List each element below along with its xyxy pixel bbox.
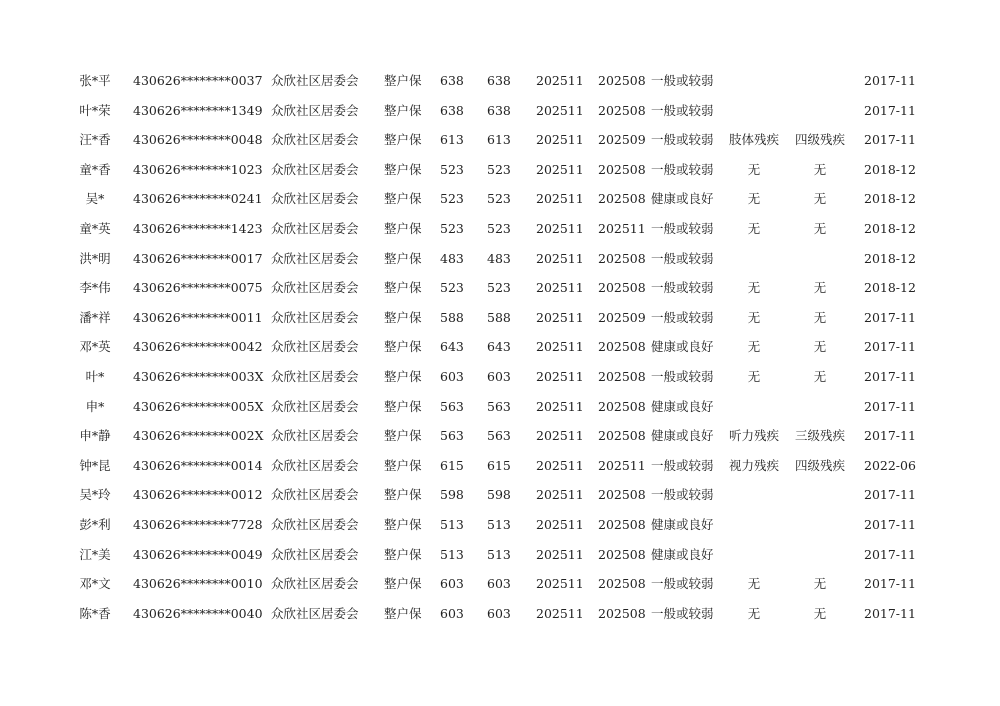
- table-cell: 523: [440, 220, 464, 236]
- table-cell: 202508: [598, 428, 646, 444]
- table-cell: 江*美: [79, 546, 111, 562]
- table-cell: 2018-12: [864, 191, 916, 207]
- table-cell: 430626********005X: [133, 398, 264, 414]
- table-cell: 无: [747, 309, 761, 325]
- table-cell: [724, 510, 784, 540]
- table-cell: 整户保: [384, 428, 422, 444]
- table-row: [0, 155, 1000, 185]
- table-cell: 202511: [536, 309, 584, 325]
- table-cell: 603: [487, 368, 511, 384]
- table-cell: 吴*玲: [79, 487, 111, 503]
- table-cell: 202508: [598, 191, 646, 207]
- table-cell: 整户保: [384, 516, 422, 532]
- table-cell: 一般或较弱: [651, 605, 714, 621]
- table-cell: 202511: [536, 487, 584, 503]
- table-cell: 2017-11: [864, 368, 916, 384]
- table-cell: 202508: [598, 250, 646, 266]
- table-row: [0, 392, 1000, 422]
- table-cell: 598: [440, 487, 464, 503]
- table-cell: 430626********0011: [133, 309, 263, 325]
- table-cell: 健康或良好: [651, 398, 714, 414]
- table-cell: 2017-11: [864, 102, 916, 118]
- table-cell: 一般或较弱: [651, 250, 714, 266]
- table-cell: 523: [487, 280, 511, 296]
- table-cell: 整户保: [384, 161, 422, 177]
- table-cell: 无: [813, 161, 827, 177]
- table-cell: 202508: [598, 368, 646, 384]
- table-cell: 无: [747, 220, 761, 236]
- table-cell: 2017-11: [864, 516, 916, 532]
- table-cell: 202508: [598, 398, 646, 414]
- table-cell: 638: [487, 102, 511, 118]
- table-cell: 430626********0014: [133, 457, 263, 473]
- table-cell: 202509: [598, 309, 646, 325]
- table-cell: 一般或较弱: [651, 576, 714, 592]
- table-cell: 513: [487, 516, 511, 532]
- table-cell: 2018-12: [864, 161, 916, 177]
- table-row: [0, 569, 1000, 599]
- table-cell: 643: [487, 339, 511, 355]
- table-cell: 483: [440, 250, 464, 266]
- table-cell: 430626********003X: [133, 368, 264, 384]
- table-cell: 整户保: [384, 487, 422, 503]
- table-row: [0, 599, 1000, 629]
- table-cell: 整户保: [384, 102, 422, 118]
- table-cell: 523: [487, 161, 511, 177]
- table-cell: 202508: [598, 487, 646, 503]
- table-cell: 三级残疾: [794, 428, 845, 444]
- table-cell: 申*: [85, 398, 105, 414]
- table-cell: 整户保: [384, 398, 422, 414]
- table-cell: 202508: [598, 280, 646, 296]
- table-cell: 2017-11: [864, 605, 916, 621]
- table-row: [0, 303, 1000, 333]
- table-cell: [790, 96, 850, 126]
- table-cell: 2017-11: [864, 546, 916, 562]
- table-cell: 202511: [598, 457, 646, 473]
- table-cell: 2017-11: [864, 428, 916, 444]
- table-cell: 众欣社区居委会: [271, 487, 359, 503]
- table-cell: 无: [813, 280, 827, 296]
- table-cell: 603: [440, 576, 464, 592]
- records-table: [0, 66, 1000, 628]
- table-cell: 一般或较弱: [651, 73, 714, 88]
- table-cell: 众欣社区居委会: [271, 339, 359, 355]
- table-row: [0, 66, 1000, 96]
- table-cell: 202511: [536, 339, 584, 355]
- table-cell: [790, 510, 850, 540]
- table-cell: 无: [747, 280, 761, 296]
- table-cell: 2017-11: [864, 339, 916, 355]
- table-cell: 众欣社区居委会: [271, 605, 359, 621]
- table-cell: 430626********0017: [133, 250, 263, 266]
- table-cell: 无: [813, 576, 827, 592]
- table-row: [0, 273, 1000, 303]
- table-cell: 众欣社区居委会: [271, 191, 359, 207]
- table-cell: 整户保: [384, 457, 422, 473]
- table-cell: 202511: [536, 398, 584, 414]
- table-cell: 202508: [598, 516, 646, 532]
- table-cell: 430626********1423: [133, 220, 263, 236]
- table-cell: [724, 540, 784, 570]
- table-cell: 一般或较弱: [651, 132, 714, 148]
- table-cell: 健康或良好: [651, 546, 714, 562]
- table-cell: 430626********0241: [133, 191, 263, 207]
- table-cell: 整户保: [384, 368, 422, 384]
- table-cell: [790, 540, 850, 570]
- table-cell: 四级残疾: [794, 457, 845, 473]
- table-cell: 整户保: [384, 73, 422, 88]
- table-cell: 430626********0075: [133, 280, 263, 296]
- table-cell: 无: [813, 339, 827, 355]
- table-cell: 2017-11: [864, 576, 916, 592]
- table-cell: 叶*: [85, 368, 105, 384]
- table-cell: 健康或良好: [651, 428, 714, 444]
- table-cell: 众欣社区居委会: [271, 368, 359, 384]
- table-cell: [724, 66, 784, 96]
- table-cell: 张*平: [79, 73, 111, 88]
- table-cell: 吴*: [85, 191, 105, 207]
- table-cell: 202511: [536, 73, 584, 88]
- table-cell: 一般或较弱: [651, 368, 714, 384]
- table-cell: 无: [813, 605, 827, 621]
- table-cell: 一般或较弱: [651, 220, 714, 236]
- table-cell: 李*伟: [79, 280, 111, 296]
- table-cell: 众欣社区居委会: [271, 398, 359, 414]
- table-cell: 众欣社区居委会: [271, 546, 359, 562]
- table-cell: 童*香: [79, 161, 111, 177]
- table-cell: 202508: [598, 339, 646, 355]
- table-cell: 202511: [536, 132, 584, 148]
- table-row: [0, 451, 1000, 481]
- table-cell: [790, 66, 850, 96]
- table-cell: 众欣社区居委会: [271, 161, 359, 177]
- table-cell: 202511: [536, 250, 584, 266]
- table-cell: 无: [747, 576, 761, 592]
- table-cell: 2018-12: [864, 250, 916, 266]
- table-cell: 202511: [536, 368, 584, 384]
- table-cell: 483: [487, 250, 511, 266]
- table-cell: 563: [440, 428, 464, 444]
- table-cell: 钟*昆: [79, 457, 111, 473]
- table-cell: 603: [487, 576, 511, 592]
- table-cell: 430626********0010: [133, 576, 263, 592]
- table-cell: 彭*利: [79, 516, 111, 532]
- table-cell: 202511: [536, 428, 584, 444]
- table-cell: 陈*香: [79, 605, 111, 621]
- table-cell: 整户保: [384, 250, 422, 266]
- table-cell: 430626********7728: [133, 516, 263, 532]
- table-cell: 众欣社区居委会: [271, 102, 359, 118]
- table-cell: 523: [487, 220, 511, 236]
- table-cell: 430626********002X: [133, 428, 264, 444]
- table-cell: 2017-11: [864, 132, 916, 148]
- table-cell: 2017-11: [864, 398, 916, 414]
- table-cell: 430626********0012: [133, 487, 263, 503]
- table-cell: 整户保: [384, 339, 422, 355]
- table-cell: 588: [440, 309, 464, 325]
- table-cell: 598: [487, 487, 511, 503]
- table-cell: 202511: [536, 280, 584, 296]
- table-cell: 整户保: [384, 309, 422, 325]
- table-cell: 众欣社区居委会: [271, 576, 359, 592]
- table-cell: 2017-11: [864, 73, 916, 88]
- table-cell: 638: [440, 73, 464, 88]
- table-cell: 202508: [598, 161, 646, 177]
- table-cell: 整户保: [384, 220, 422, 236]
- table-cell: 众欣社区居委会: [271, 280, 359, 296]
- table-cell: 众欣社区居委会: [271, 250, 359, 266]
- table-cell: 202511: [536, 220, 584, 236]
- table-cell: 无: [813, 309, 827, 325]
- table-cell: [790, 244, 850, 274]
- table-cell: 202511: [536, 605, 584, 621]
- table-cell: 613: [487, 132, 511, 148]
- table-cell: 523: [440, 280, 464, 296]
- table-cell: 健康或良好: [651, 339, 714, 355]
- table-row: [0, 184, 1000, 214]
- table-cell: 潘*祥: [79, 309, 111, 325]
- table-cell: 202511: [536, 516, 584, 532]
- table-cell: 童*英: [79, 220, 111, 236]
- table-cell: 430626********0049: [133, 546, 263, 562]
- table-cell: 202511: [536, 191, 584, 207]
- table-cell: 202508: [598, 73, 646, 88]
- table-cell: [790, 480, 850, 510]
- table-cell: 430626********0048: [133, 132, 263, 148]
- table-row: [0, 125, 1000, 155]
- table-cell: 603: [440, 368, 464, 384]
- table-cell: 视力残疾: [728, 457, 779, 473]
- table-cell: 523: [440, 161, 464, 177]
- table-cell: 汪*香: [79, 132, 111, 148]
- table-cell: 整户保: [384, 132, 422, 148]
- table-cell: 健康或良好: [651, 516, 714, 532]
- table-cell: 整户保: [384, 605, 422, 621]
- table-cell: 洪*明: [79, 250, 111, 266]
- table-cell: 202511: [536, 161, 584, 177]
- table-cell: 整户保: [384, 546, 422, 562]
- table-cell: 513: [440, 516, 464, 532]
- table-cell: 一般或较弱: [651, 102, 714, 118]
- table-cell: 2017-11: [864, 487, 916, 503]
- table-cell: 四级残疾: [794, 132, 845, 148]
- table-cell: 邓*英: [79, 339, 111, 355]
- table-cell: 无: [813, 368, 827, 384]
- table-cell: 603: [440, 605, 464, 621]
- table-cell: 638: [440, 102, 464, 118]
- table-cell: 202509: [598, 132, 646, 148]
- table-cell: 603: [487, 605, 511, 621]
- table-row: [0, 510, 1000, 540]
- table-cell: 整户保: [384, 191, 422, 207]
- table-cell: 肢体残疾: [728, 132, 779, 148]
- table-cell: 整户保: [384, 280, 422, 296]
- table-cell: 邓*文: [79, 576, 111, 592]
- table-cell: 2018-12: [864, 220, 916, 236]
- table-cell: 2017-11: [864, 309, 916, 325]
- table-cell: 430626********0040: [133, 605, 263, 621]
- table-cell: 202508: [598, 605, 646, 621]
- table-cell: 众欣社区居委会: [271, 73, 359, 88]
- table-cell: 众欣社区居委会: [271, 220, 359, 236]
- table-cell: 613: [440, 132, 464, 148]
- table-cell: 202511: [598, 220, 646, 236]
- table-cell: 无: [747, 605, 761, 621]
- table-cell: 513: [440, 546, 464, 562]
- table-cell: [724, 392, 784, 422]
- table-cell: 众欣社区居委会: [271, 428, 359, 444]
- table-row: [0, 214, 1000, 244]
- table-cell: 202508: [598, 546, 646, 562]
- table-cell: 叶*荣: [79, 102, 111, 118]
- table-cell: 申*静: [79, 428, 111, 444]
- table-row: [0, 96, 1000, 126]
- table-row: [0, 244, 1000, 274]
- table-cell: 无: [813, 220, 827, 236]
- table-cell: 430626********1023: [133, 161, 263, 177]
- table-cell: 513: [487, 546, 511, 562]
- table-cell: 430626********0037: [133, 73, 263, 88]
- table-cell: 众欣社区居委会: [271, 309, 359, 325]
- table-cell: 众欣社区居委会: [271, 457, 359, 473]
- table-cell: 无: [813, 191, 827, 207]
- table-cell: 202508: [598, 576, 646, 592]
- table-cell: 523: [487, 191, 511, 207]
- table-row: [0, 332, 1000, 362]
- table-cell: 563: [487, 398, 511, 414]
- table-cell: 整户保: [384, 576, 422, 592]
- table-cell: 638: [487, 73, 511, 88]
- table-cell: [790, 392, 850, 422]
- table-cell: 一般或较弱: [651, 280, 714, 296]
- table-cell: 523: [440, 191, 464, 207]
- table-cell: 2018-12: [864, 280, 916, 296]
- table-cell: 563: [487, 428, 511, 444]
- table-cell: [724, 96, 784, 126]
- table-cell: 听力残疾: [728, 428, 779, 444]
- table-cell: 430626********1349: [133, 102, 263, 118]
- table-cell: 众欣社区居委会: [271, 132, 359, 148]
- table-cell: 615: [487, 457, 511, 473]
- table-cell: 615: [440, 457, 464, 473]
- table-cell: 健康或良好: [651, 191, 714, 207]
- table-cell: 2022-06: [864, 457, 916, 473]
- table-cell: 202508: [598, 102, 646, 118]
- table-cell: 无: [747, 191, 761, 207]
- table-row: [0, 480, 1000, 510]
- table-cell: 众欣社区居委会: [271, 516, 359, 532]
- table-cell: 一般或较弱: [651, 487, 714, 503]
- table-cell: [724, 480, 784, 510]
- table-cell: 无: [747, 339, 761, 355]
- table-cell: 无: [747, 368, 761, 384]
- table-cell: 643: [440, 339, 464, 355]
- table-cell: 202511: [536, 102, 584, 118]
- table-cell: 588: [487, 309, 511, 325]
- table-row: [0, 540, 1000, 570]
- table-cell: 202511: [536, 457, 584, 473]
- table-cell: 一般或较弱: [651, 457, 714, 473]
- table-cell: 无: [747, 161, 761, 177]
- table-cell: 一般或较弱: [651, 309, 714, 325]
- table-row: [0, 362, 1000, 392]
- table-cell: 一般或较弱: [651, 161, 714, 177]
- table-cell: 430626********0042: [133, 339, 263, 355]
- table-cell: 202511: [536, 576, 584, 592]
- table-cell: 563: [440, 398, 464, 414]
- table-cell: 202511: [536, 546, 584, 562]
- table-row: [0, 421, 1000, 451]
- table-cell: [724, 244, 784, 274]
